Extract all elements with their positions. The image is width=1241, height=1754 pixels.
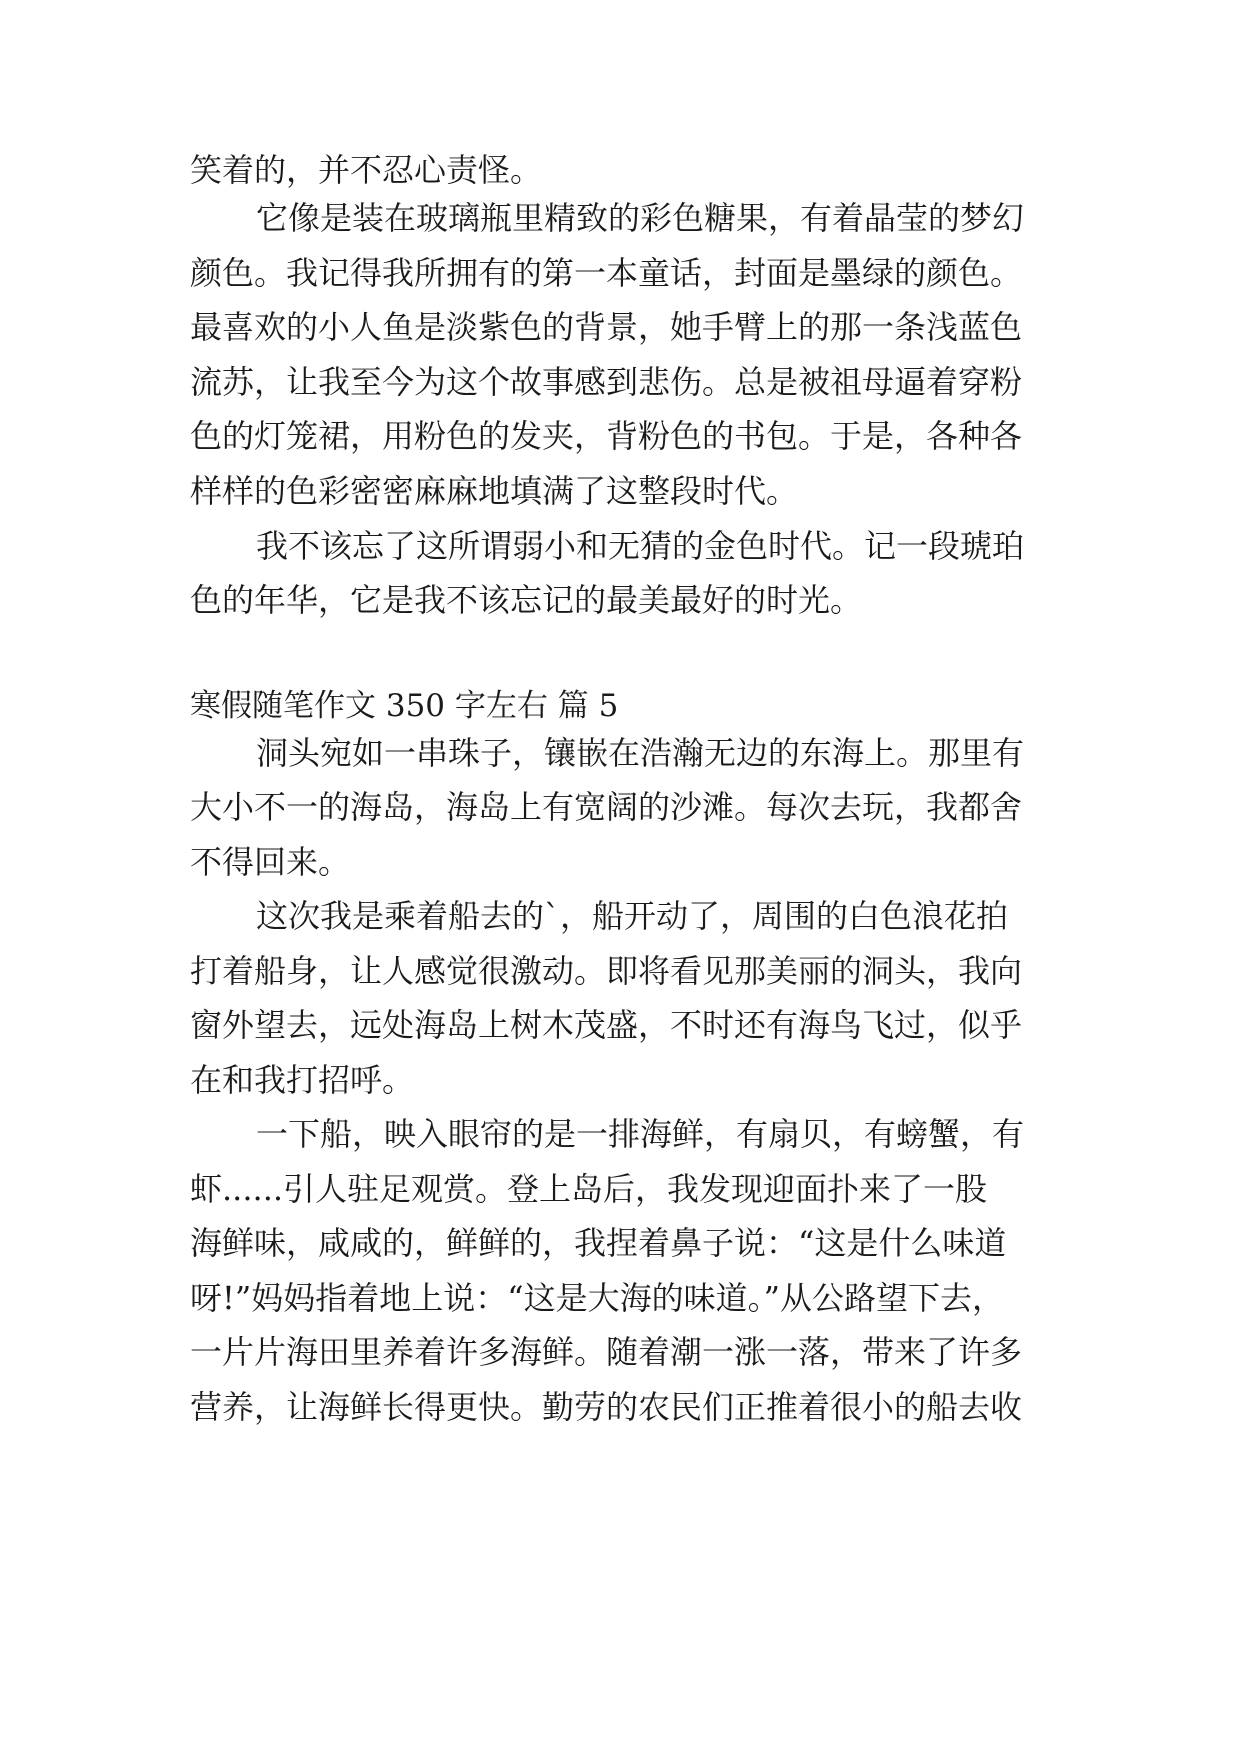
paragraph-line: 这次我是乘着船去的`，船开动了，周围的白色浪花拍 (256, 897, 1009, 935)
paragraph-line: 色的年华，它是我不该忘记的最美最好的时光。 (190, 581, 863, 619)
paragraph-line: 一下船，映入眼帘的是一排海鲜，有扇贝，有螃蟹，有 (256, 1115, 1025, 1153)
paragraph-line: 笑着的，并不忍心责怪。 (190, 151, 543, 189)
paragraph-line: 洞头宛如一串珠子，镶嵌在浩瀚无边的东海上。那里有 (256, 734, 1025, 772)
paragraph-line: 打着船身，让人感觉很激动。即将看见那美丽的洞头，我向 (190, 952, 1023, 990)
paragraph-line: 海鲜味，咸咸的，鲜鲜的，我捏着鼻子说：“这是什么味道 (190, 1224, 1007, 1262)
paragraph-line: 虾......引人驻足观赏。登上岛后，我发现迎面扑来了一股 (190, 1170, 988, 1208)
paragraph-line: 最喜欢的小人鱼是淡紫色的背景，她手臂上的那一条浅蓝色 (190, 308, 1023, 346)
paragraph-line: 呀!”妈妈指着地上说：“这是大海的味道。”从公路望下去， (190, 1279, 1004, 1317)
paragraph-line: 样样的色彩密密麻麻地填满了这整段时代。 (190, 472, 799, 510)
paragraph-line: 它像是装在玻璃瓶里精致的彩色糖果，有着晶莹的梦幻 (256, 199, 1025, 237)
paragraph-line: 颜色。我记得我所拥有的第一本童话，封面是墨绿的颜色。 (190, 254, 1023, 292)
paragraph-line: 不得回来。 (190, 843, 351, 881)
paragraph-line: 大小不一的海岛，海岛上有宽阔的沙滩。每次去玩，我都舍 (190, 788, 1023, 826)
paragraph-line: 我不该忘了这所谓弱小和无猜的金色时代。记一段琥珀 (256, 527, 1025, 565)
paragraph-line: 色的灯笼裙，用粉色的发夹，背粉色的书包。于是，各种各 (190, 417, 1023, 455)
paragraph-line: 一片片海田里养着许多海鲜。随着潮一涨一落，带来了许多 (190, 1333, 1023, 1371)
section-heading: 寒假随笔作文 350 字左右 篇 5 (190, 688, 619, 724)
paragraph-line: 流苏，让我至今为这个故事感到悲伤。总是被祖母逼着穿粉 (190, 363, 1023, 401)
paragraph-line: 在和我打招呼。 (190, 1061, 415, 1099)
paragraph-line: 营养，让海鲜长得更快。勤劳的农民们正推着很小的船去收 (190, 1388, 1023, 1426)
paragraph-line: 窗外望去，远处海岛上树木茂盛，不时还有海鸟飞过，似乎 (190, 1006, 1023, 1044)
